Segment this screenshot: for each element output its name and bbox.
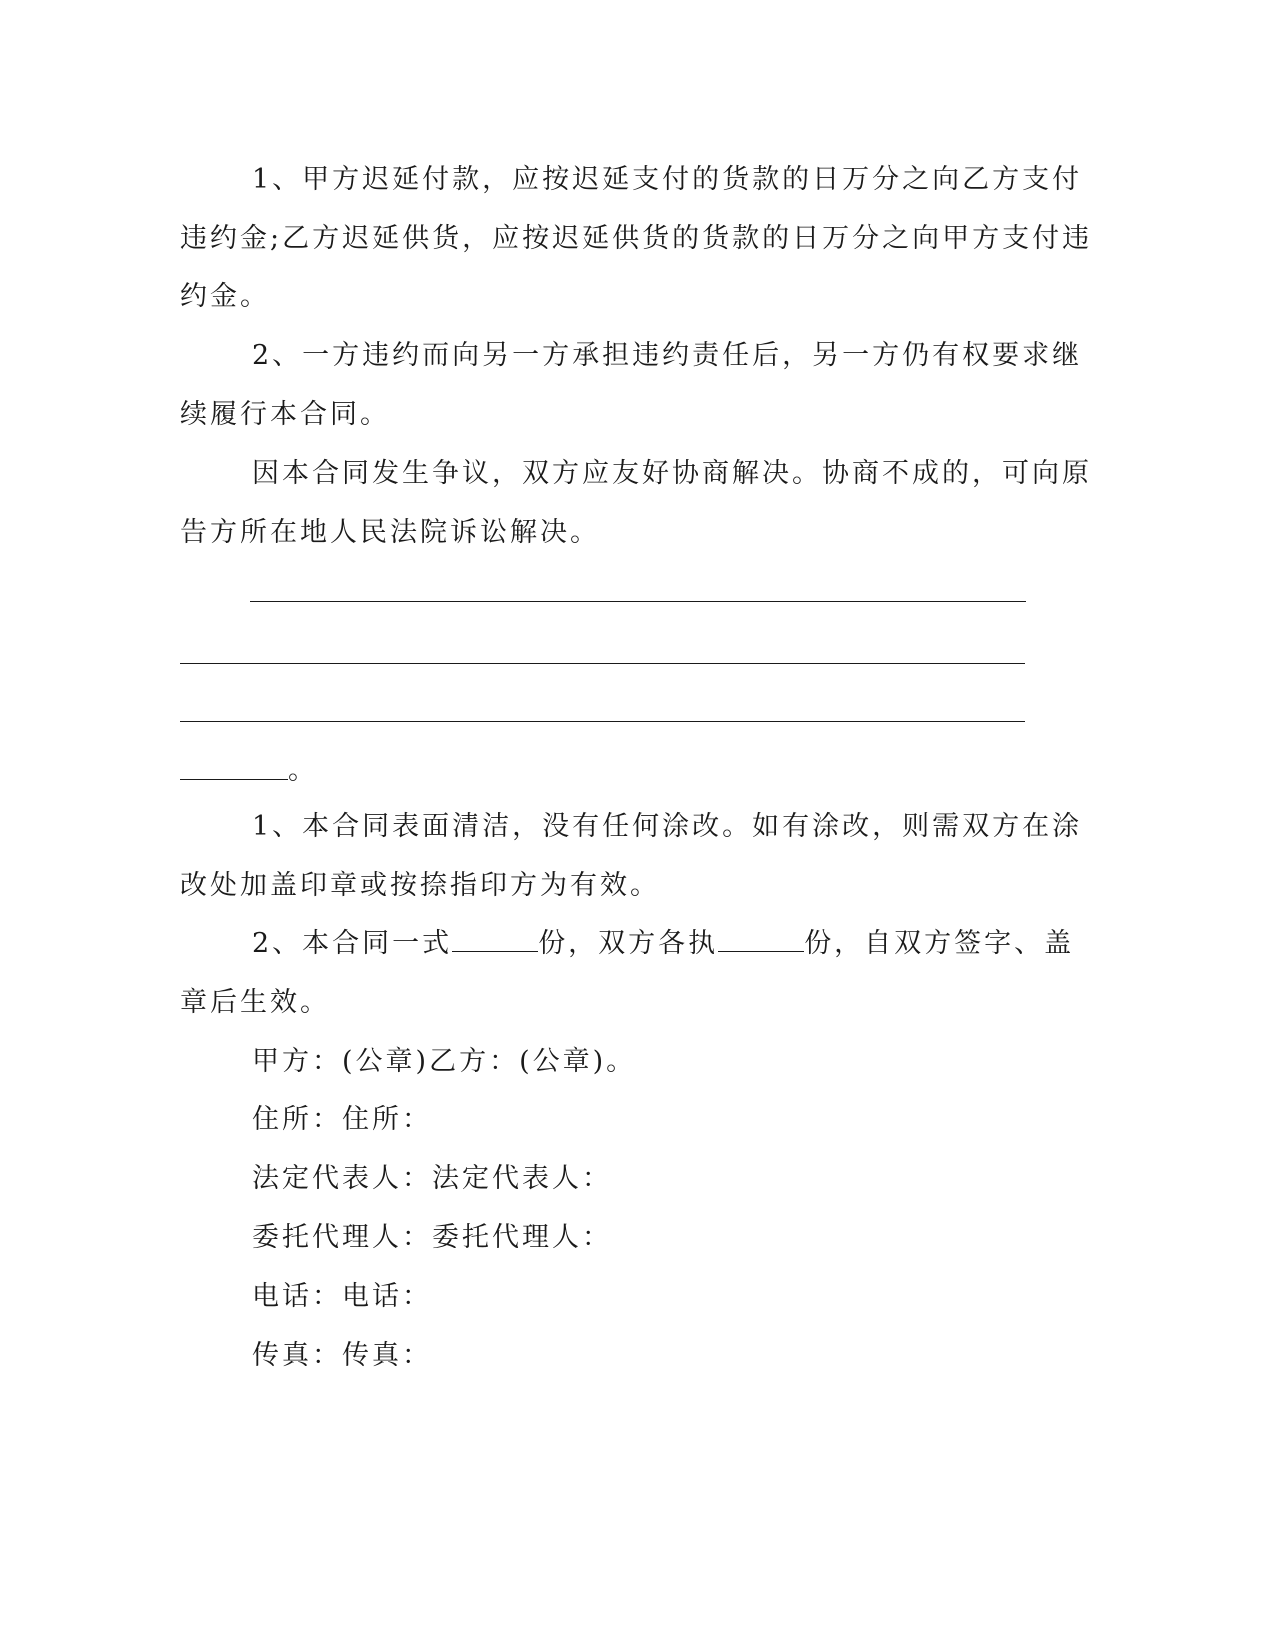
paragraph-line: 。 xyxy=(288,755,318,786)
copies-middle: 份，双方各执 xyxy=(538,928,719,959)
signature-line: 委托代理人：委托代理人： xyxy=(252,1222,612,1253)
signature-line: 住所：住所： xyxy=(252,1104,432,1135)
paragraph-line: 违约金;乙方迟延供货，应按迟延供货的货款的日万分之向甲方支付违 xyxy=(180,223,1093,254)
blank-underline xyxy=(250,601,1026,602)
paragraph-line: 1、甲方迟延付款，应按迟延支付的货款的日万分之向乙方支付 xyxy=(252,164,1083,195)
paragraph-line: 告方所在地人民法院诉讼解决。 xyxy=(180,517,600,548)
signature-line: 甲方：(公章)乙方：(公章)。 xyxy=(252,1046,637,1077)
blank-underline xyxy=(180,663,1025,664)
copies-line xyxy=(252,924,1074,964)
copies-blank xyxy=(452,927,538,952)
paragraph-line: 1、本合同表面清洁，没有任何涂改。如有涂改，则需双方在涂 xyxy=(252,811,1083,842)
blank-underline xyxy=(180,721,1025,722)
paragraph-line: 改处加盖印章或按捺指印方为有效。 xyxy=(180,870,660,901)
copies-blank xyxy=(718,927,804,952)
copies-prefix: 2、本合同一式 xyxy=(252,928,453,959)
paragraph-line: 续履行本合同。 xyxy=(180,399,390,430)
signature-line: 传真：传真： xyxy=(252,1340,432,1371)
paragraph-line: 约金。 xyxy=(180,281,270,312)
signature-line: 法定代表人：法定代表人： xyxy=(252,1163,612,1194)
blank-underline xyxy=(180,779,288,780)
copies-suffix: 份，自双方签字、盖 xyxy=(804,928,1075,959)
paragraph-line: 2、一方违约而向另一方承担违约责任后，另一方仍有权要求继 xyxy=(252,340,1083,371)
paragraph-line: 章后生效。 xyxy=(180,987,330,1018)
paragraph-line: 因本合同发生争议，双方应友好协商解决。协商不成的，可向原 xyxy=(252,458,1092,489)
signature-line: 电话：电话： xyxy=(252,1281,432,1312)
